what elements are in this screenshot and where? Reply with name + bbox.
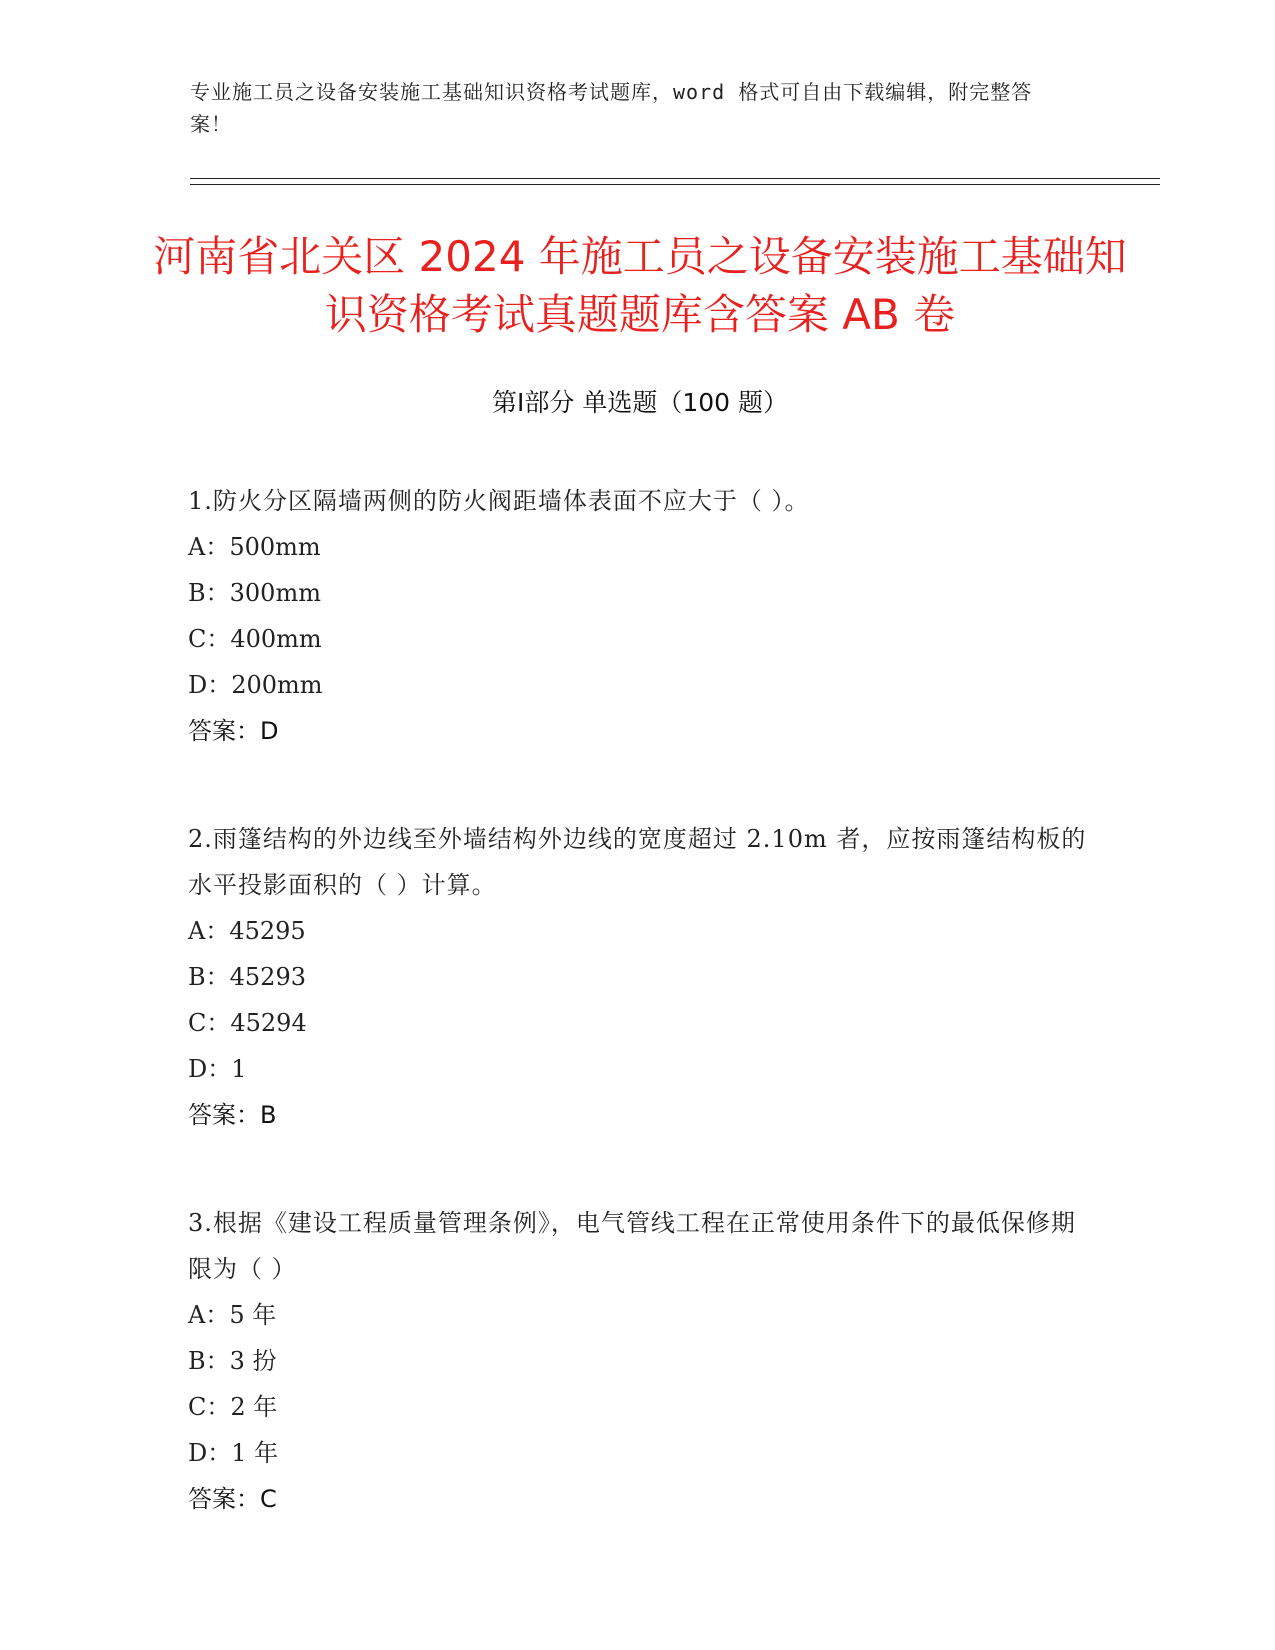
section-title: 第Ⅰ部分 单选题（100 题） xyxy=(492,388,788,417)
question-stem: 3.根据《建设工程质量管理条例》，电气管线工程在正常使用条件下的最低保修期限为（ ） xyxy=(188,1209,1076,1283)
option-b: B：3 扮 xyxy=(188,1347,277,1375)
option-a: A：45295 xyxy=(188,917,306,945)
option-b: B：300mm xyxy=(188,579,321,607)
question-1 xyxy=(188,478,1088,754)
option-a: A：5 年 xyxy=(188,1301,277,1329)
document-title: 河南省北关区 2024 年施工员之设备安装施工基础知识资格考试真题题库含答案 AB 卷 xyxy=(153,232,1127,339)
question-2 xyxy=(188,816,1088,1138)
header-note: 专业施工员之设备安装施工基础知识资格考试题库，word 格式可自由下载编辑，附完整答案！ xyxy=(190,80,1033,136)
option-b: B：45293 xyxy=(188,963,306,991)
question-stem: 1.防火分区隔墙两侧的防火阀距墙体表面不应大于（ ）。 xyxy=(188,487,810,515)
question-stem: 2.雨篷结构的外边线至外墙结构外边线的宽度超过 2.10m 者，应按雨篷结构板的水平投影面积的（ ）计算。 xyxy=(188,825,1087,899)
header-rule-top xyxy=(190,178,1160,179)
header-rule-bottom xyxy=(190,184,1160,185)
option-d: D：1 年 xyxy=(188,1439,279,1467)
answer: 答案：B xyxy=(188,1101,277,1129)
option-c: C：2 年 xyxy=(188,1393,278,1421)
answer: 答案：D xyxy=(188,717,279,745)
question-3 xyxy=(188,1200,1088,1522)
option-c: C：45294 xyxy=(188,1009,307,1037)
question-list xyxy=(188,478,1088,1584)
option-a: A：500mm xyxy=(188,533,321,561)
option-d: D：1 xyxy=(188,1055,247,1083)
answer: 答案：C xyxy=(188,1485,277,1513)
option-d: D：200mm xyxy=(188,671,323,699)
option-c: C：400mm xyxy=(188,625,322,653)
